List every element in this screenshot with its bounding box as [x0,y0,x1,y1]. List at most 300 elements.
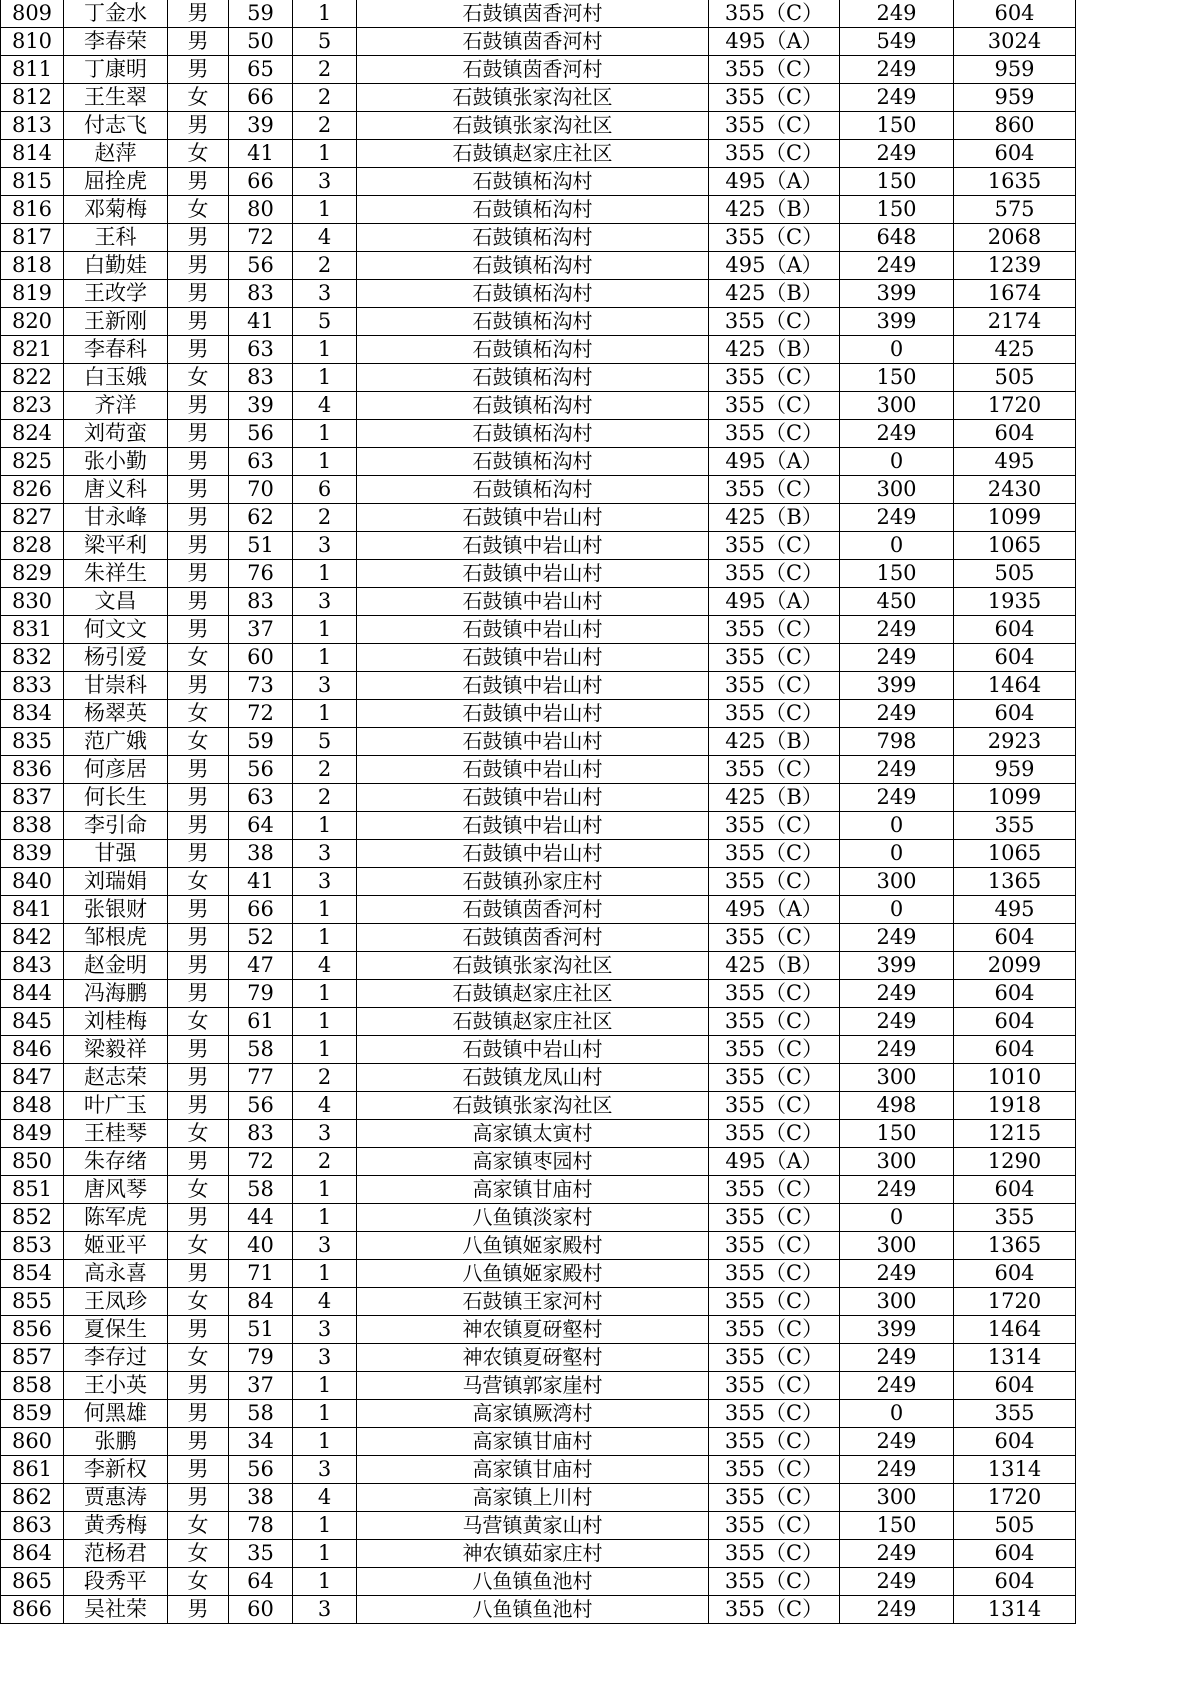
count-cell: 1 [293,1260,357,1288]
count-cell: 3 [293,672,357,700]
gender-cell: 男 [168,56,229,84]
total-cell: 604 [954,644,1076,672]
count-cell: 2 [293,504,357,532]
grade-cell: 355（C） [709,672,840,700]
count-cell: 1 [293,1512,357,1540]
location-cell: 石鼓镇中岩山村 [357,784,709,812]
table-row [1,812,1076,840]
name-cell: 梁毅祥 [64,1036,168,1064]
name-cell: 赵金明 [64,952,168,980]
count-cell: 1 [293,812,357,840]
row-number: 849 [1,1120,64,1148]
total-cell: 1720 [954,392,1076,420]
table-row [1,1148,1076,1176]
age-cell: 61 [229,1008,293,1036]
table-row [1,224,1076,252]
name-cell: 张银财 [64,896,168,924]
row-number: 862 [1,1484,64,1512]
grade-cell: 355（C） [709,364,840,392]
name-cell: 丁康明 [64,56,168,84]
total-cell: 604 [954,924,1076,952]
total-cell: 355 [954,812,1076,840]
total-cell: 1314 [954,1596,1076,1624]
age-cell: 58 [229,1176,293,1204]
location-cell: 石鼓镇中岩山村 [357,728,709,756]
count-cell: 1 [293,980,357,1008]
gender-cell: 男 [168,924,229,952]
amount-cell: 0 [840,840,954,868]
location-cell: 石鼓镇柘沟村 [357,476,709,504]
row-number: 834 [1,700,64,728]
total-cell: 1365 [954,868,1076,896]
location-cell: 石鼓镇茵香河村 [357,0,709,28]
grade-cell: 355（C） [709,812,840,840]
count-cell: 4 [293,1092,357,1120]
total-cell: 1918 [954,1092,1076,1120]
count-cell: 1 [293,1204,357,1232]
grade-cell: 355（C） [709,980,840,1008]
name-cell: 何黑雄 [64,1400,168,1428]
age-cell: 34 [229,1428,293,1456]
table-row [1,1372,1076,1400]
name-cell: 李春科 [64,336,168,364]
amount-cell: 249 [840,1596,954,1624]
table-row [1,448,1076,476]
count-cell: 4 [293,1288,357,1316]
age-cell: 47 [229,952,293,980]
gender-cell: 男 [168,1400,229,1428]
name-cell: 何文文 [64,616,168,644]
row-number: 813 [1,112,64,140]
gender-cell: 男 [168,784,229,812]
row-number: 844 [1,980,64,1008]
location-cell: 八鱼镇鱼池村 [357,1568,709,1596]
name-cell: 王小英 [64,1372,168,1400]
total-cell: 1720 [954,1288,1076,1316]
age-cell: 59 [229,0,293,28]
gender-cell: 男 [168,1204,229,1232]
location-cell: 石鼓镇中岩山村 [357,588,709,616]
row-number: 812 [1,84,64,112]
count-cell: 2 [293,1148,357,1176]
age-cell: 63 [229,784,293,812]
location-cell: 八鱼镇姬家殿村 [357,1260,709,1288]
table-row [1,56,1076,84]
location-cell: 石鼓镇赵家庄社区 [357,140,709,168]
age-cell: 41 [229,308,293,336]
amount-cell: 249 [840,700,954,728]
amount-cell: 0 [840,336,954,364]
total-cell: 425 [954,336,1076,364]
location-cell: 石鼓镇茵香河村 [357,896,709,924]
total-cell: 604 [954,1428,1076,1456]
total-cell: 495 [954,896,1076,924]
age-cell: 71 [229,1260,293,1288]
grade-cell: 355（C） [709,1008,840,1036]
row-number: 860 [1,1428,64,1456]
location-cell: 八鱼镇鱼池村 [357,1596,709,1624]
gender-cell: 女 [168,1176,229,1204]
total-cell: 959 [954,56,1076,84]
count-cell: 3 [293,1316,357,1344]
row-number: 865 [1,1568,64,1596]
row-number: 863 [1,1512,64,1540]
table-row [1,1344,1076,1372]
name-cell: 刘瑞娟 [64,868,168,896]
total-cell: 604 [954,140,1076,168]
age-cell: 38 [229,840,293,868]
grade-cell: 355（C） [709,756,840,784]
row-number: 854 [1,1260,64,1288]
location-cell: 高家镇枣园村 [357,1148,709,1176]
table-row [1,1512,1076,1540]
amount-cell: 0 [840,532,954,560]
amount-cell: 249 [840,1540,954,1568]
row-number: 828 [1,532,64,560]
row-number: 818 [1,252,64,280]
location-cell: 高家镇甘庙村 [357,1176,709,1204]
table-row [1,1484,1076,1512]
row-number: 842 [1,924,64,952]
location-cell: 八鱼镇淡家村 [357,1204,709,1232]
name-cell: 唐义科 [64,476,168,504]
gender-cell: 女 [168,1568,229,1596]
gender-cell: 女 [168,1512,229,1540]
amount-cell: 249 [840,0,954,28]
row-number: 846 [1,1036,64,1064]
age-cell: 40 [229,1232,293,1260]
grade-cell: 355（C） [709,392,840,420]
row-number: 811 [1,56,64,84]
grade-cell: 495（A） [709,28,840,56]
amount-cell: 300 [840,1232,954,1260]
count-cell: 1 [293,896,357,924]
grade-cell: 355（C） [709,616,840,644]
name-cell: 王桂琴 [64,1120,168,1148]
location-cell: 石鼓镇王家河村 [357,1288,709,1316]
gender-cell: 男 [168,952,229,980]
location-cell: 石鼓镇中岩山村 [357,532,709,560]
gender-cell: 男 [168,1260,229,1288]
row-number: 821 [1,336,64,364]
table-row [1,1456,1076,1484]
gender-cell: 女 [168,1288,229,1316]
name-cell: 付志飞 [64,112,168,140]
table-row [1,420,1076,448]
gender-cell: 女 [168,84,229,112]
location-cell: 石鼓镇张家沟社区 [357,112,709,140]
grade-cell: 495（A） [709,252,840,280]
location-cell: 石鼓镇孙家庄村 [357,868,709,896]
gender-cell: 男 [168,476,229,504]
name-cell: 杨翠英 [64,700,168,728]
name-cell: 朱祥生 [64,560,168,588]
gender-cell: 男 [168,1036,229,1064]
table-row [1,364,1076,392]
gender-cell: 男 [168,840,229,868]
amount-cell: 0 [840,1400,954,1428]
location-cell: 石鼓镇龙凤山村 [357,1064,709,1092]
amount-cell: 150 [840,364,954,392]
total-cell: 2099 [954,952,1076,980]
count-cell: 5 [293,28,357,56]
name-cell: 冯海鹏 [64,980,168,1008]
count-cell: 3 [293,868,357,896]
gender-cell: 男 [168,112,229,140]
table-row [1,1204,1076,1232]
amount-cell: 249 [840,644,954,672]
total-cell: 1464 [954,672,1076,700]
count-cell: 1 [293,616,357,644]
count-cell: 1 [293,1568,357,1596]
row-number: 866 [1,1596,64,1624]
name-cell: 夏保生 [64,1316,168,1344]
location-cell: 高家镇太寅村 [357,1120,709,1148]
count-cell: 5 [293,308,357,336]
grade-cell: 355（C） [709,840,840,868]
total-cell: 355 [954,1204,1076,1232]
count-cell: 2 [293,84,357,112]
gender-cell: 女 [168,728,229,756]
location-cell: 石鼓镇中岩山村 [357,812,709,840]
age-cell: 77 [229,1064,293,1092]
table-row [1,140,1076,168]
location-cell: 石鼓镇张家沟社区 [357,952,709,980]
grade-cell: 355（C） [709,112,840,140]
name-cell: 何长生 [64,784,168,812]
grade-cell: 355（C） [709,924,840,952]
age-cell: 72 [229,700,293,728]
gender-cell: 女 [168,1008,229,1036]
total-cell: 2068 [954,224,1076,252]
amount-cell: 300 [840,1288,954,1316]
row-number: 861 [1,1456,64,1484]
gender-cell: 男 [168,1148,229,1176]
amount-cell: 150 [840,1120,954,1148]
gender-cell: 男 [168,1428,229,1456]
name-cell: 赵志荣 [64,1064,168,1092]
amount-cell: 150 [840,112,954,140]
row-number: 839 [1,840,64,868]
age-cell: 66 [229,896,293,924]
table-row [1,1596,1076,1624]
amount-cell: 249 [840,1036,954,1064]
amount-cell: 249 [840,756,954,784]
name-cell: 黄秀梅 [64,1512,168,1540]
total-cell: 2430 [954,476,1076,504]
age-cell: 80 [229,196,293,224]
name-cell: 吴社荣 [64,1596,168,1624]
age-cell: 83 [229,280,293,308]
table-row [1,1288,1076,1316]
total-cell: 1314 [954,1344,1076,1372]
row-number: 848 [1,1092,64,1120]
grade-cell: 355（C） [709,308,840,336]
amount-cell: 300 [840,1484,954,1512]
grade-cell: 495（A） [709,168,840,196]
location-cell: 高家镇甘庙村 [357,1456,709,1484]
grade-cell: 425（B） [709,504,840,532]
table-row [1,308,1076,336]
row-number: 843 [1,952,64,980]
total-cell: 604 [954,1036,1076,1064]
gender-cell: 女 [168,644,229,672]
grade-cell: 495（A） [709,588,840,616]
age-cell: 56 [229,756,293,784]
location-cell: 石鼓镇柘沟村 [357,196,709,224]
gender-cell: 女 [168,1344,229,1372]
location-cell: 石鼓镇中岩山村 [357,644,709,672]
location-cell: 石鼓镇中岩山村 [357,700,709,728]
total-cell: 3024 [954,28,1076,56]
name-cell: 王科 [64,224,168,252]
gender-cell: 男 [168,1092,229,1120]
amount-cell: 249 [840,1344,954,1372]
row-number: 847 [1,1064,64,1092]
amount-cell: 300 [840,1064,954,1092]
table-row [1,392,1076,420]
location-cell: 石鼓镇柘沟村 [357,280,709,308]
grade-cell: 355（C） [709,1176,840,1204]
gender-cell: 男 [168,560,229,588]
row-number: 836 [1,756,64,784]
age-cell: 44 [229,1204,293,1232]
gender-cell: 男 [168,1372,229,1400]
name-cell: 李引命 [64,812,168,840]
age-cell: 76 [229,560,293,588]
name-cell: 丁金水 [64,0,168,28]
table-row [1,560,1076,588]
table-body [1,0,1076,1624]
age-cell: 59 [229,728,293,756]
location-cell: 石鼓镇柘沟村 [357,336,709,364]
age-cell: 66 [229,168,293,196]
name-cell: 李存过 [64,1344,168,1372]
gender-cell: 男 [168,1456,229,1484]
age-cell: 83 [229,364,293,392]
total-cell: 604 [954,980,1076,1008]
row-number: 832 [1,644,64,672]
row-number: 859 [1,1400,64,1428]
amount-cell: 0 [840,812,954,840]
name-cell: 王新刚 [64,308,168,336]
total-cell: 604 [954,1568,1076,1596]
amount-cell: 249 [840,504,954,532]
table-row [1,112,1076,140]
grade-cell: 355（C） [709,532,840,560]
grade-cell: 495（A） [709,1148,840,1176]
gender-cell: 男 [168,1596,229,1624]
total-cell: 959 [954,84,1076,112]
amount-cell: 798 [840,728,954,756]
name-cell: 张小勤 [64,448,168,476]
amount-cell: 150 [840,196,954,224]
grade-cell: 355（C） [709,644,840,672]
table-row [1,1400,1076,1428]
total-cell: 1635 [954,168,1076,196]
total-cell: 1010 [954,1064,1076,1092]
row-number: 857 [1,1344,64,1372]
table-row [1,1428,1076,1456]
amount-cell: 300 [840,476,954,504]
age-cell: 56 [229,252,293,280]
gender-cell: 男 [168,168,229,196]
amount-cell: 399 [840,308,954,336]
grade-cell: 425（B） [709,728,840,756]
count-cell: 2 [293,56,357,84]
age-cell: 65 [229,56,293,84]
total-cell: 355 [954,1400,1076,1428]
amount-cell: 249 [840,56,954,84]
gender-cell: 男 [168,588,229,616]
gender-cell: 男 [168,672,229,700]
grade-cell: 355（C） [709,224,840,252]
amount-cell: 249 [840,980,954,1008]
total-cell: 575 [954,196,1076,224]
grade-cell: 355（C） [709,1344,840,1372]
row-number: 816 [1,196,64,224]
table-row [1,28,1076,56]
amount-cell: 648 [840,224,954,252]
location-cell: 八鱼镇姬家殿村 [357,1232,709,1260]
name-cell: 何彦居 [64,756,168,784]
amount-cell: 249 [840,420,954,448]
grade-cell: 495（A） [709,896,840,924]
amount-cell: 150 [840,1512,954,1540]
count-cell: 1 [293,140,357,168]
count-cell: 4 [293,392,357,420]
total-cell: 2923 [954,728,1076,756]
total-cell: 1290 [954,1148,1076,1176]
total-cell: 604 [954,420,1076,448]
total-cell: 495 [954,448,1076,476]
location-cell: 石鼓镇柘沟村 [357,224,709,252]
gender-cell: 女 [168,1120,229,1148]
grade-cell: 425（B） [709,196,840,224]
gender-cell: 男 [168,0,229,28]
total-cell: 505 [954,1512,1076,1540]
count-cell: 1 [293,1036,357,1064]
grade-cell: 355（C） [709,0,840,28]
location-cell: 高家镇厥湾村 [357,1400,709,1428]
age-cell: 83 [229,1120,293,1148]
name-cell: 甘崇科 [64,672,168,700]
table-row [1,1064,1076,1092]
name-cell: 范广娥 [64,728,168,756]
location-cell: 石鼓镇张家沟社区 [357,84,709,112]
row-number: 814 [1,140,64,168]
row-number: 855 [1,1288,64,1316]
age-cell: 66 [229,84,293,112]
name-cell: 陈军虎 [64,1204,168,1232]
amount-cell: 150 [840,168,954,196]
grade-cell: 355（C） [709,84,840,112]
count-cell: 1 [293,196,357,224]
row-number: 825 [1,448,64,476]
age-cell: 52 [229,924,293,952]
age-cell: 58 [229,1400,293,1428]
table-row [1,952,1076,980]
count-cell: 1 [293,1372,357,1400]
gender-cell: 女 [168,1232,229,1260]
age-cell: 62 [229,504,293,532]
total-cell: 1935 [954,588,1076,616]
amount-cell: 249 [840,924,954,952]
age-cell: 70 [229,476,293,504]
amount-cell: 549 [840,28,954,56]
age-cell: 50 [229,28,293,56]
location-cell: 石鼓镇柘沟村 [357,308,709,336]
